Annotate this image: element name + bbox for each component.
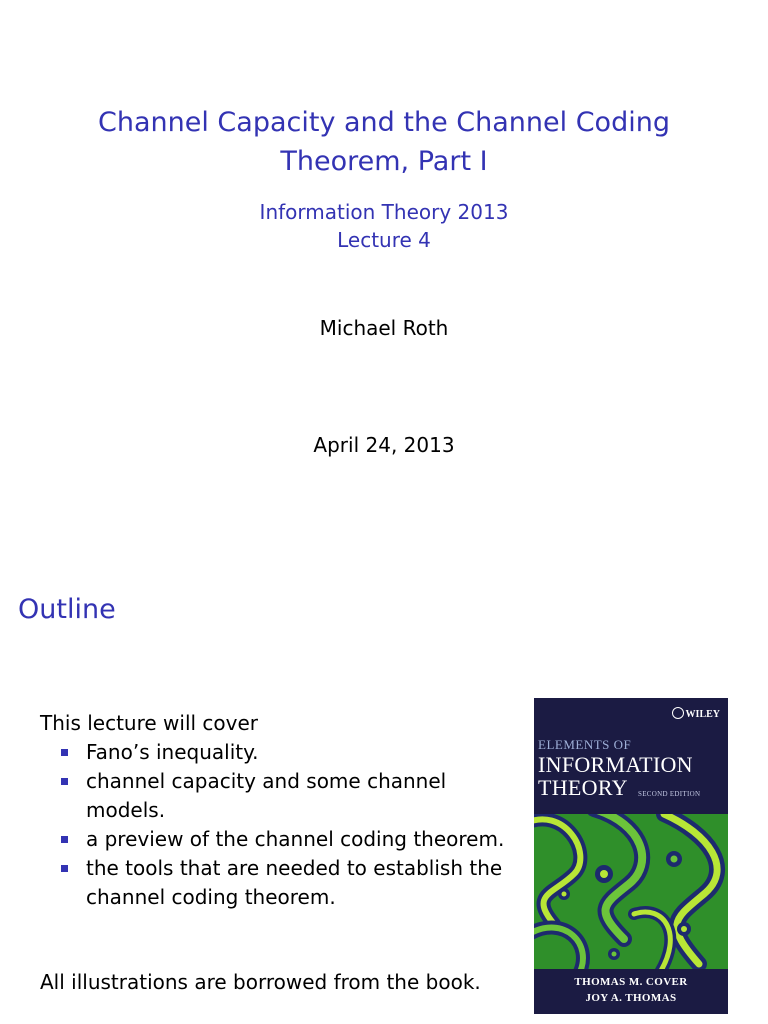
book-edition: SECOND EDITION (638, 790, 701, 798)
fractal-spiral-art-icon (534, 814, 728, 969)
course-name: Information Theory 2013 (259, 200, 509, 224)
outline-list (40, 738, 510, 912)
outline-heading: Outline (18, 594, 116, 625)
outline-body (40, 709, 510, 912)
book-author-2: JOY A. THOMAS (585, 992, 677, 1004)
outline-item-text-cont: models. (86, 798, 166, 822)
outline-item (40, 825, 510, 854)
book-title-line-3: THEORY (538, 775, 628, 800)
lecture-subtitle (0, 198, 768, 254)
publisher-name: WILEY (685, 709, 720, 720)
wiley-logo-icon (672, 707, 684, 719)
outline-item (40, 854, 510, 912)
outline-item (40, 767, 510, 825)
bullet-square-icon (61, 749, 68, 756)
outline-intro: This lecture will cover (40, 711, 259, 735)
book-title-line-2: INFORMATION (538, 752, 693, 777)
book-cover-image (534, 698, 728, 1014)
bullet-square-icon (61, 836, 68, 843)
illustrations-note: All illustrations are borrowed from the book. (40, 970, 481, 994)
bullet-square-icon (61, 865, 68, 872)
outline-item-text: Fano’s inequality. (86, 740, 259, 764)
lecture-title-line-1: Channel Capacity and the Channel Coding (98, 107, 670, 138)
bullet-square-icon (61, 778, 68, 785)
outline-item (40, 738, 510, 767)
lecture-title-line-2: Theorem, Part I (280, 146, 488, 177)
outline-slide (0, 576, 768, 1024)
lecture-title (0, 103, 768, 181)
book-title-line-1: ELEMENTS OF (538, 737, 632, 752)
outline-item-text: channel capacity and some channel (86, 769, 447, 793)
author-name: Michael Roth (319, 316, 449, 340)
lecture-date: April 24, 2013 (313, 433, 455, 457)
outline-item-text-cont: channel coding theorem. (86, 885, 336, 909)
publisher-logo (672, 707, 720, 720)
book-author-1: THOMAS M. COVER (574, 976, 688, 988)
outline-item-text: a preview of the channel coding theorem. (86, 827, 505, 851)
lecture-number: Lecture 4 (337, 228, 431, 252)
outline-item-text: the tools that are needed to establish the (86, 856, 503, 880)
